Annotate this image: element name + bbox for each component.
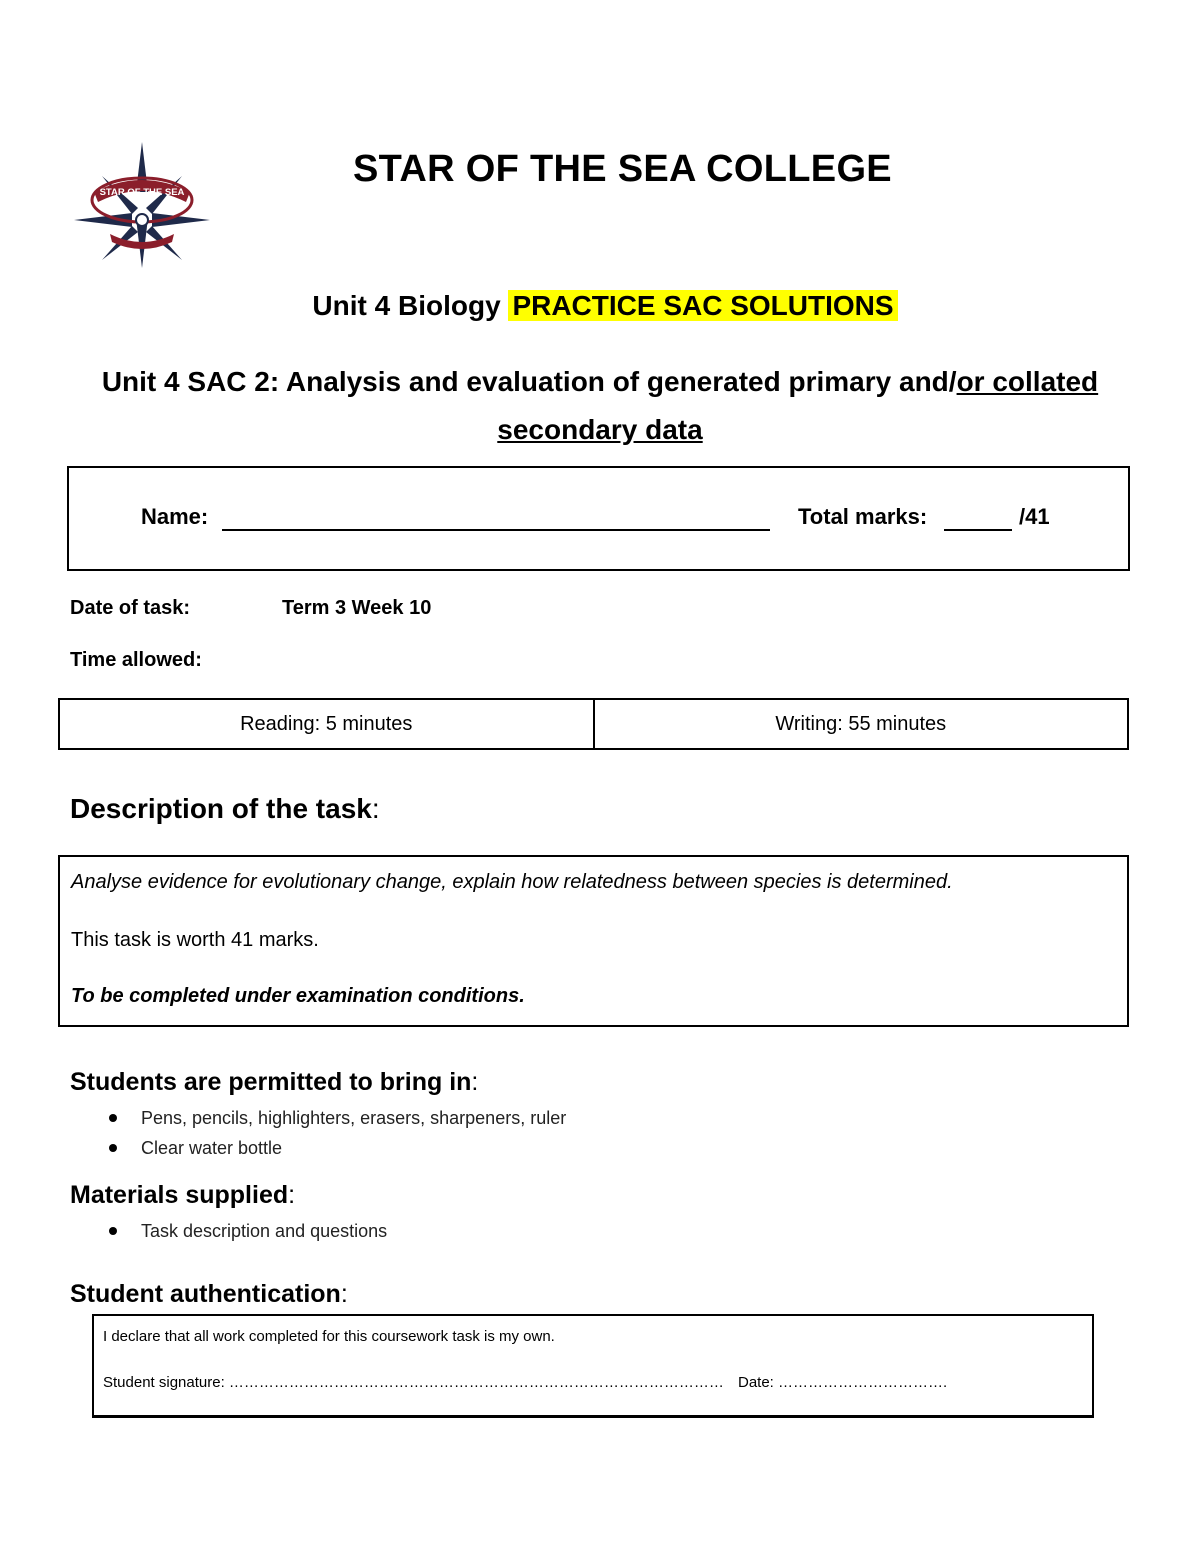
materials-heading-colon: : (288, 1181, 296, 1209)
materials-heading (70, 1181, 295, 1210)
reading-time: Reading: 5 minutes (240, 712, 413, 735)
list-item: Task description and questions (106, 1216, 387, 1246)
description-line-1: Analyse evidence for evolutionary change, explain how relatedness between species is determined. (71, 871, 953, 893)
signature-date-field[interactable]: Date: ……………………………. (738, 1374, 948, 1391)
student-signature-field[interactable]: Student signature: ……………………………………………………………………………………… (103, 1374, 724, 1391)
description-line-3: To be completed under examination conditions. (71, 985, 525, 1007)
description-heading-text: Description of the task (70, 793, 372, 824)
date-of-task-value: Term 3 Week 10 (282, 597, 432, 619)
total-marks-max: /41 (1019, 504, 1050, 529)
materials-list (106, 1216, 387, 1246)
description-heading (70, 793, 380, 825)
authentication-heading-text: Student authentication (70, 1280, 341, 1308)
permitted-heading-text: Students are permitted to bring in (70, 1068, 472, 1096)
authentication-declaration: I declare that all work completed for this coursework task is my own. (103, 1328, 555, 1345)
materials-heading-text: Materials supplied (70, 1181, 289, 1209)
date-of-task-label: Date of task: (70, 597, 191, 619)
student-details-box (67, 466, 1130, 571)
permitted-heading (70, 1068, 478, 1097)
list-item: Clear water bottle (106, 1133, 566, 1163)
authentication-heading-colon: : (340, 1280, 348, 1308)
college-title: STAR OF THE SEA COLLEGE (353, 148, 892, 190)
total-marks-field[interactable] (944, 529, 1012, 531)
logo-text: STAR OF THE SEA (99, 187, 185, 198)
sac-title-plain: Unit 4 SAC 2: Analysis and evaluation of generated primary and/ (101, 366, 957, 397)
writing-time: Writing: 55 minutes (593, 700, 1128, 748)
name-field[interactable] (222, 529, 770, 531)
time-allowed-label: Time allowed: (70, 649, 202, 671)
name-label: Name: (141, 504, 209, 529)
sac-title (60, 358, 1140, 454)
unit-prefix: Unit 4 Biology (312, 290, 501, 321)
sac-title-underlined: or collated secondary data (497, 366, 1099, 445)
permitted-list (106, 1103, 566, 1163)
description-line-2: This task is worth 41 marks. (71, 929, 319, 951)
unit-title (0, 290, 1200, 322)
practice-highlight: PRACTICE SAC SOLUTIONS (508, 290, 897, 321)
list-item: Pens, pencils, highlighters, erasers, sharpeners, ruler (106, 1103, 566, 1133)
description-heading-colon: : (371, 793, 380, 824)
total-marks-label: Total marks: (798, 504, 928, 529)
authentication-heading (70, 1280, 348, 1309)
permitted-heading-colon: : (471, 1068, 479, 1096)
time-allowed-table (58, 698, 1129, 750)
